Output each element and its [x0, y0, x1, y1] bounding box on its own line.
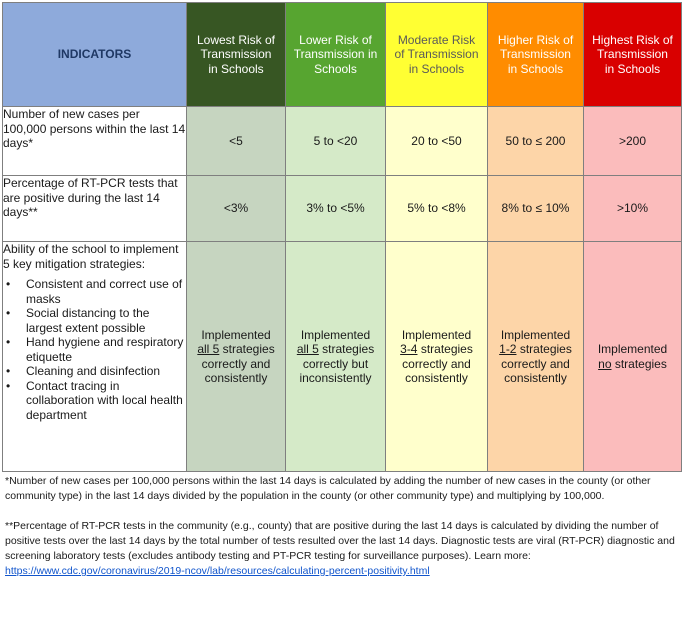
mitigation-higher: Implemented 1-2 strategies correctly and consistently: [488, 242, 584, 472]
tests-lowest: <3%: [187, 176, 286, 242]
mitigation-lower: Implemented all 5 strategies correctly but inconsistently: [286, 242, 386, 472]
mitigation-highest: Implemented no strategies: [584, 242, 682, 472]
strategy-item: • Cleaning and disinfection: [6, 364, 161, 378]
footnote-tests: [5, 519, 680, 579]
mitigation-moderate: Implemented 3-4 strategies correctly and consistently: [386, 242, 488, 472]
strategy-item: • Consistent and correct use of masks: [6, 277, 183, 306]
strategy-item: • Contact tracing in collaboration with local health department: [6, 378, 183, 422]
bullet-icon: •: [6, 277, 11, 291]
strategy-item: • Social distancing to the largest extent possible: [6, 306, 150, 335]
cases-higher: 50 to ≤ 200: [488, 107, 584, 176]
header-row: [3, 3, 682, 107]
mitigation-intro: Ability of the school to implement 5 key mitigation strategies:: [3, 242, 179, 271]
level-header-moderate: Moderate Risk of Transmission in Schools: [386, 3, 488, 107]
bullet-icon: •: [6, 364, 11, 378]
row-label-rtpcr-tests: Percentage of RT-PCR tests that are positive during the last 14 days**: [3, 176, 187, 242]
cases-lowest: <5: [187, 107, 286, 176]
level-header-lower: Lower Risk of Transmission in Schools: [286, 3, 386, 107]
tests-highest: >10%: [584, 176, 682, 242]
row-rtpcr-tests: [3, 176, 682, 242]
bullet-icon: •: [6, 335, 11, 349]
cases-highest: >200: [584, 107, 682, 176]
tests-moderate: 5% to <8%: [386, 176, 488, 242]
footnotes: [5, 474, 680, 579]
bullet-icon: •: [6, 306, 11, 320]
level-header-highest: Highest Risk of Transmission in Schools: [584, 3, 682, 107]
indicators-header: INDICATORS: [3, 3, 187, 107]
row-label-new-cases: Number of new cases per 100,000 persons within the last 14 days*: [3, 107, 187, 176]
tests-higher: 8% to ≤ 10%: [488, 176, 584, 242]
footnote-cases: *Number of new cases per 100,000 persons within the last 14 days is calculated by adding the number of new cases in the county (or other community type) in the last 14 days divided by the population in the county (or other community type) and multiplying by 100,000.: [5, 475, 651, 502]
level-header-higher: Higher Risk of Transmission in Schools: [488, 3, 584, 107]
strategy-item: • Hand hygiene and respiratory etiquette: [6, 335, 184, 364]
row-mitigation: [3, 242, 682, 472]
row-new-cases: [3, 107, 682, 176]
strategy-list: [3, 277, 186, 422]
cases-moderate: 20 to <50: [386, 107, 488, 176]
level-header-lowest: Lowest Risk of Transmission in Schools: [187, 3, 286, 107]
row-label-mitigation: [3, 242, 187, 472]
mitigation-lowest: Implemented all 5 strategies correctly and consistently: [187, 242, 286, 472]
bullet-icon: •: [6, 378, 11, 393]
tests-lower: 3% to <5%: [286, 176, 386, 242]
cases-lower: 5 to <20: [286, 107, 386, 176]
footnote-tests-text: **Percentage of RT-PCR tests in the community (e.g., county) that are positive during the last 14 days is calculated by dividing the number of positive tests over the last 14 days by the total number of tests resulted over the last 14 days. Diagnostic tests are viral (RT-PCR) diagnostic and screening laboratory tests (excludes antibody testing and PT-PCR testing for surveillance purposes). Learn more:: [5, 520, 675, 562]
learn-more-link[interactable]: https://www.cdc.gov/coronavirus/2019-ncov/lab/resources/calculating-percent-positivity.html: [5, 565, 430, 577]
risk-indicator-table: [2, 2, 682, 472]
